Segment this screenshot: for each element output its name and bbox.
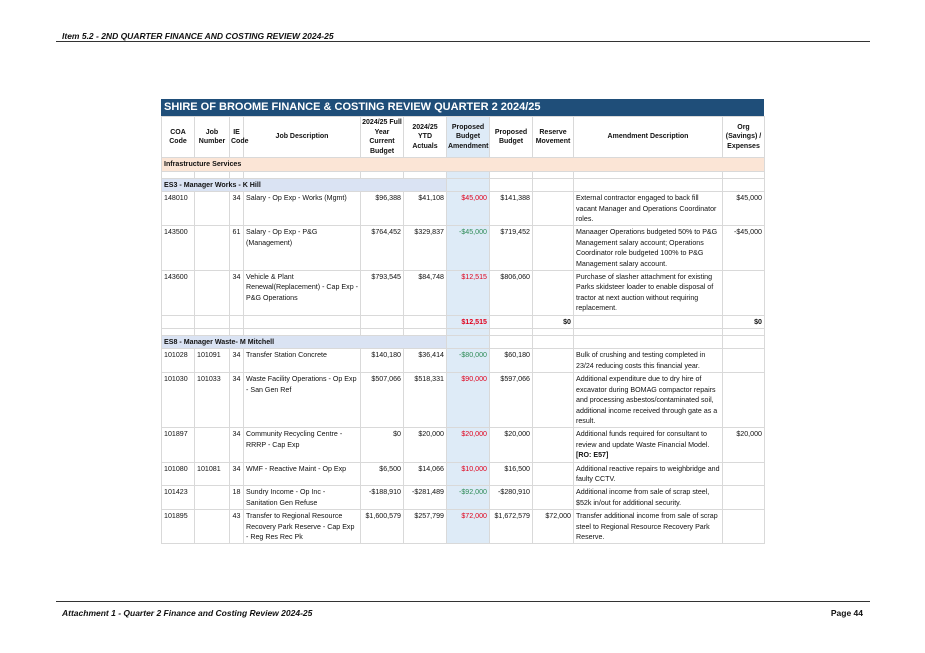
col-header-note: Amendment Description — [574, 117, 723, 158]
total-reserve: $0 — [533, 315, 574, 328]
amendment-description — [574, 510, 723, 544]
table-body — [162, 158, 765, 544]
job-description: Salary - Op Exp - P&G (Management) — [244, 226, 361, 271]
ytd-actuals: $84,748 — [404, 271, 447, 316]
spacer-cell — [195, 329, 230, 336]
coa-code: 101895 — [162, 510, 195, 544]
total-amendment: $12,515 — [447, 315, 490, 328]
reserve-movement — [533, 271, 574, 316]
col-header-ytd: 2024/25 YTD Actuals — [404, 117, 447, 158]
current-budget: $0 — [361, 428, 404, 462]
reserve-reference: [RO: E57] — [576, 451, 609, 460]
table-row — [162, 349, 765, 373]
spacer-row — [162, 329, 765, 336]
table-row — [162, 486, 765, 510]
amendment-text: Manaager Operations budgeted 50% to P&G Management salary account; Operations Coordinator role budgeted 100% to P&G Management salary account. — [576, 228, 718, 268]
spacer-cell — [361, 329, 404, 336]
col-header-reserve: Reserve Movement — [533, 117, 574, 158]
manager-amend-cell — [447, 178, 490, 191]
col-header-budget: 2024/25 Full Year Current Budget — [361, 117, 404, 158]
proposed-budget: $1,672,579 — [490, 510, 533, 544]
amendment-text: Additional reactive repairs to weighbridge and faulty CCTV. — [576, 464, 720, 483]
current-budget: $96,388 — [361, 192, 404, 226]
table-row — [162, 226, 765, 271]
col-header-coa: COA Code — [162, 117, 195, 158]
org-savings-expenses: -$45,000 — [723, 226, 765, 271]
ie-code: 34 — [230, 373, 244, 428]
total-empty-cell — [404, 315, 447, 328]
budget-amendment: $72,000 — [447, 510, 490, 544]
org-savings-expenses — [723, 486, 765, 510]
spacer-cell — [162, 171, 195, 178]
spacer-cell — [490, 329, 533, 336]
col-header-proposed: Proposed Budget — [490, 117, 533, 158]
table-row — [162, 428, 765, 462]
coa-code: 101897 — [162, 428, 195, 462]
ytd-actuals: $20,000 — [404, 428, 447, 462]
amendment-text: Additional funds required for consultant to review and update Waste Financial Model. — [576, 430, 710, 449]
reserve-movement — [533, 349, 574, 373]
spacer-cell — [723, 329, 765, 336]
spacer-cell — [723, 171, 765, 178]
spacer-cell — [162, 329, 195, 336]
coa-code: 101028 — [162, 349, 195, 373]
current-budget: $6,500 — [361, 462, 404, 486]
ie-code: 34 — [230, 428, 244, 462]
budget-amendment: $45,000 — [447, 192, 490, 226]
ytd-actuals: $329,837 — [404, 226, 447, 271]
manager-empty-cell — [574, 178, 723, 191]
spacer-row — [162, 171, 765, 178]
job-number: 101033 — [195, 373, 230, 428]
table-row — [162, 271, 765, 316]
reserve-movement: $72,000 — [533, 510, 574, 544]
coa-code: 148010 — [162, 192, 195, 226]
spacer-cell — [361, 171, 404, 178]
amendment-text: Purchase of slasher attachment for existing Parks skidsteer loader to enable disposal of tractor at next auction without requiring replacement. — [576, 273, 714, 313]
job-number — [195, 510, 230, 544]
current-budget: $793,545 — [361, 271, 404, 316]
spacer-cell — [574, 329, 723, 336]
amendment-description — [574, 373, 723, 428]
amendment-description — [574, 462, 723, 486]
budget-amendment: $12,515 — [447, 271, 490, 316]
total-empty-cell — [195, 315, 230, 328]
org-savings-expenses: $20,000 — [723, 428, 765, 462]
reserve-movement — [533, 373, 574, 428]
proposed-budget: -$280,910 — [490, 486, 533, 510]
col-header-org: Org (Savings) / Expenses — [723, 117, 765, 158]
reserve-movement — [533, 428, 574, 462]
org-savings-expenses — [723, 271, 765, 316]
manager-title: ES3 - Manager Works - K Hill — [162, 178, 447, 191]
manager-empty-cell — [723, 178, 765, 191]
finance-table — [161, 116, 765, 544]
table-row — [162, 510, 765, 544]
column-header-row — [162, 117, 765, 158]
section-title: Infrastructure Services — [162, 158, 765, 171]
header-rule — [56, 41, 870, 42]
ie-code: 34 — [230, 349, 244, 373]
job-description: Transfer Station Concrete — [244, 349, 361, 373]
col-header-amend: Proposed Budget Amendment — [447, 117, 490, 158]
job-number: 101081 — [195, 462, 230, 486]
amendment-description — [574, 428, 723, 462]
spacer-cell — [490, 171, 533, 178]
current-budget: $507,066 — [361, 373, 404, 428]
budget-amendment: $90,000 — [447, 373, 490, 428]
ie-code: 18 — [230, 486, 244, 510]
current-budget: -$188,910 — [361, 486, 404, 510]
spacer-cell — [447, 171, 490, 178]
coa-code: 101423 — [162, 486, 195, 510]
coa-code: 101030 — [162, 373, 195, 428]
budget-amendment: $20,000 — [447, 428, 490, 462]
col-header-desc: Job Description — [244, 117, 361, 158]
ie-code: 43 — [230, 510, 244, 544]
spacer-cell — [447, 329, 490, 336]
budget-amendment: -$80,000 — [447, 349, 490, 373]
total-empty-cell — [244, 315, 361, 328]
amendment-text: Additional expenditure due to dry hire of excavator during BOMAG compactor repairs and processing asbestos/contaminated soil, additional income received through gate as a result. — [576, 375, 718, 425]
spacer-cell — [404, 171, 447, 178]
manager-empty-cell — [723, 336, 765, 349]
table-row — [162, 462, 765, 486]
manager-empty-cell — [490, 178, 533, 191]
ytd-actuals: $14,066 — [404, 462, 447, 486]
page-header: Item 5.2 - 2ND QUARTER FINANCE AND COSTING REVIEW 2024-25 — [62, 31, 334, 41]
spacer-cell — [533, 171, 574, 178]
col-header-ie: IE Code — [230, 117, 244, 158]
manager-amend-cell — [447, 336, 490, 349]
total-empty-cell — [230, 315, 244, 328]
org-savings-expenses — [723, 373, 765, 428]
ytd-actuals: $257,799 — [404, 510, 447, 544]
footer-rule — [56, 601, 870, 602]
job-description: Salary - Op Exp - Works (Mgmt) — [244, 192, 361, 226]
job-description: Waste Facility Operations - Op Exp - San Gen Ref — [244, 373, 361, 428]
job-description: Transfer to Regional Resource Recovery Park Reserve - Cap Exp - Reg Res Rec Pk — [244, 510, 361, 544]
job-number — [195, 271, 230, 316]
footer-attachment: Attachment 1 - Quarter 2 Finance and Costing Review 2024-25 — [62, 608, 313, 618]
table-title: SHIRE OF BROOME FINANCE & COSTING REVIEW QUARTER 2 2024/25 — [161, 99, 764, 116]
budget-amendment: $10,000 — [447, 462, 490, 486]
ie-code: 34 — [230, 271, 244, 316]
proposed-budget: $806,060 — [490, 271, 533, 316]
job-number — [195, 192, 230, 226]
ytd-actuals: -$281,489 — [404, 486, 447, 510]
current-budget: $764,452 — [361, 226, 404, 271]
amendment-description — [574, 486, 723, 510]
total-empty-cell — [490, 315, 533, 328]
manager-empty-cell — [490, 336, 533, 349]
spacer-cell — [244, 171, 361, 178]
job-number — [195, 486, 230, 510]
table-row — [162, 373, 765, 428]
coa-code: 143600 — [162, 271, 195, 316]
spacer-cell — [195, 171, 230, 178]
total-org: $0 — [723, 315, 765, 328]
manager-row — [162, 178, 765, 191]
coa-code: 143500 — [162, 226, 195, 271]
ie-code: 61 — [230, 226, 244, 271]
ie-code: 34 — [230, 192, 244, 226]
ytd-actuals: $41,108 — [404, 192, 447, 226]
proposed-budget: $719,452 — [490, 226, 533, 271]
manager-row — [162, 336, 765, 349]
budget-amendment: -$45,000 — [447, 226, 490, 271]
current-budget: $1,600,579 — [361, 510, 404, 544]
org-savings-expenses — [723, 462, 765, 486]
amendment-text: Bulk of crushing and testing completed in 23/24 reducing costs this financial year. — [576, 351, 706, 370]
page-number: Page 44 — [830, 608, 863, 618]
job-number — [195, 428, 230, 462]
reserve-movement — [533, 486, 574, 510]
reserve-movement — [533, 192, 574, 226]
amendment-text: Additional income from sale of scrap steel, $52k in/out for additional security. — [576, 488, 710, 507]
job-description: Vehicle & Plant Renewal(Replacement) - Cap Exp - P&G Operations — [244, 271, 361, 316]
amendment-description — [574, 192, 723, 226]
coa-code: 101080 — [162, 462, 195, 486]
proposed-budget: $20,000 — [490, 428, 533, 462]
spacer-cell — [244, 329, 361, 336]
reserve-movement — [533, 226, 574, 271]
ytd-actuals: $36,414 — [404, 349, 447, 373]
org-savings-expenses — [723, 510, 765, 544]
manager-empty-cell — [533, 336, 574, 349]
org-savings-expenses — [723, 349, 765, 373]
job-description: WMF - Reactive Maint - Op Exp — [244, 462, 361, 486]
job-number: 101091 — [195, 349, 230, 373]
total-empty-cell — [162, 315, 195, 328]
manager-empty-cell — [533, 178, 574, 191]
job-number — [195, 226, 230, 271]
total-empty-cell — [574, 315, 723, 328]
group-total-row — [162, 315, 765, 328]
spacer-cell — [230, 171, 244, 178]
proposed-budget: $60,180 — [490, 349, 533, 373]
spacer-cell — [230, 329, 244, 336]
ie-code: 34 — [230, 462, 244, 486]
manager-empty-cell — [574, 336, 723, 349]
job-description: Sundry Income - Op Inc - Sanitation Gen Refuse — [244, 486, 361, 510]
table-row — [162, 192, 765, 226]
section-row — [162, 158, 765, 171]
amendment-description — [574, 349, 723, 373]
budget-amendment: -$92,000 — [447, 486, 490, 510]
manager-title: ES8 - Manager Waste- M Mitchell — [162, 336, 447, 349]
amendment-description — [574, 226, 723, 271]
amendment-description — [574, 271, 723, 316]
amendment-text: External contractor engaged to back fill vacant Manager and Operations Coordinator roles. — [576, 194, 717, 223]
proposed-budget: $597,066 — [490, 373, 533, 428]
reserve-movement — [533, 462, 574, 486]
col-header-job: Job Number — [195, 117, 230, 158]
proposed-budget: $141,388 — [490, 192, 533, 226]
spacer-cell — [574, 171, 723, 178]
spacer-cell — [533, 329, 574, 336]
current-budget: $140,180 — [361, 349, 404, 373]
job-description: Community Recycling Centre - RRRP - Cap Exp — [244, 428, 361, 462]
total-empty-cell — [361, 315, 404, 328]
proposed-budget: $16,500 — [490, 462, 533, 486]
finance-review-sheet — [161, 99, 764, 544]
org-savings-expenses: $45,000 — [723, 192, 765, 226]
amendment-text: Transfer additional income from sale of scrap steel to Regional Resource Recovery Park Reserve. — [576, 512, 718, 541]
spacer-cell — [404, 329, 447, 336]
ytd-actuals: $518,331 — [404, 373, 447, 428]
